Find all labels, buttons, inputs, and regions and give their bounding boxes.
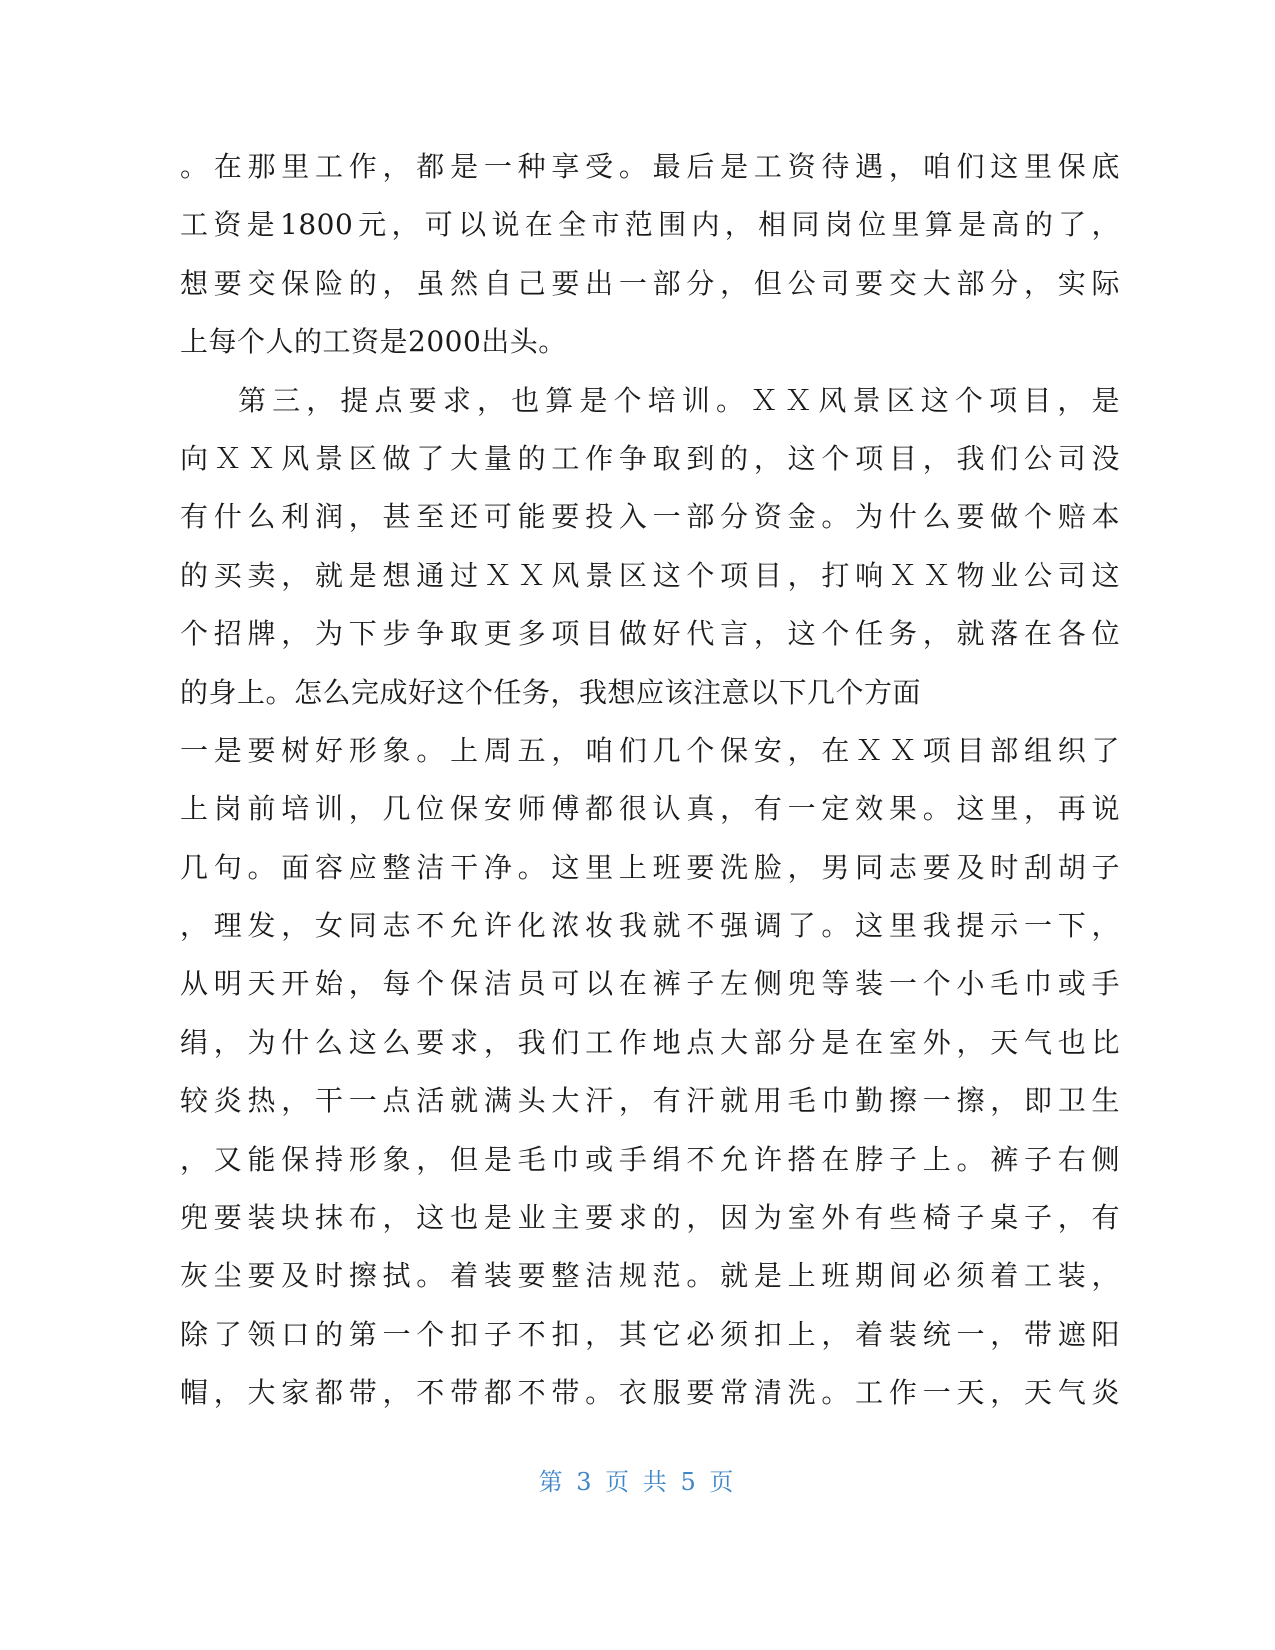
text-line: 个招牌，为下步争取更多项目做好代言，这个任务，就落在各位 [180,617,1120,651]
text-line: 有什么利润，甚至还可能要投入一部分资金。为什么要做个赔本 [180,500,1120,534]
text-line: 的买卖，就是想通过ＸＸ风景区这个项目，打响ＸＸ物业公司这 [180,558,1120,592]
text-line: 。在那里工作，都是一种享受。最后是工资待遇，咱们这里保底 [180,150,1120,183]
text-line: 绢，为什么这么要求，我们工作地点大部分是在室外，天气也比 [180,1025,1120,1059]
text-line: 向ＸＸ风景区做了大量的工作争取到的，这个项目，我们公司没 [180,441,1120,475]
text-line: 从明天开始，每个保洁员可以在裤子左侧兜等装一个小毛巾或手 [180,967,1120,1001]
text-line: 上每个人的工资是2000出头。 [180,325,567,359]
text-line: ，又能保持形象，但是毛巾或手绢不允许搭在脖子上。裤子右侧 [180,1142,1120,1176]
text-line: 帽，大家都带，不带都不带。衣服要常清洗。工作一天，天气炎 [180,1376,1120,1410]
text-line: 工资是1800元，可以说在全市范围内，相同岗位里算是高的了， [180,208,1120,242]
document-body [180,138,1120,1423]
text-line: 较炎热，干一点活就满头大汗，有汗就用毛巾勤擦一擦，即卫生 [180,1084,1120,1118]
text-line: 灰尘要及时擦拭。着装要整洁规范。就是上班期间必须着工装， [180,1259,1120,1293]
page-number-footer: 第 3 页 共 5 页 [538,1468,737,1496]
paragraph-start-line: 第三，提点要求，也算是个培训。ＸＸ风景区这个项目，是 [238,383,1120,417]
text-line: 几句。面容应整洁干净。这里上班要洗脸，男同志要及时刮胡子 [180,850,1120,884]
text-line: 的身上。怎么完成好这个任务，我想应该注意以下几个方面 [180,675,922,709]
text-line: 上岗前培训，几位保安师傅都很认真，有一定效果。这里，再说 [180,792,1120,826]
text-line: ，理发，女同志不允许化浓妆我就不强调了。这里我提示一下， [180,909,1120,943]
paragraph-start-line: 一是要树好形象。上周五，咱们几个保安，在ＸＸ项目部组织了 [180,733,1120,767]
text-line: 除了领口的第一个扣子不扣，其它必须扣上，着装统一，带遮阳 [180,1317,1120,1351]
text-line: 兜要装块抹布，这也是业主要求的，因为室外有些椅子桌子，有 [180,1201,1120,1235]
text-line: 想要交保险的，虽然自己要出一部分，但公司要交大部分，实际 [180,266,1120,300]
